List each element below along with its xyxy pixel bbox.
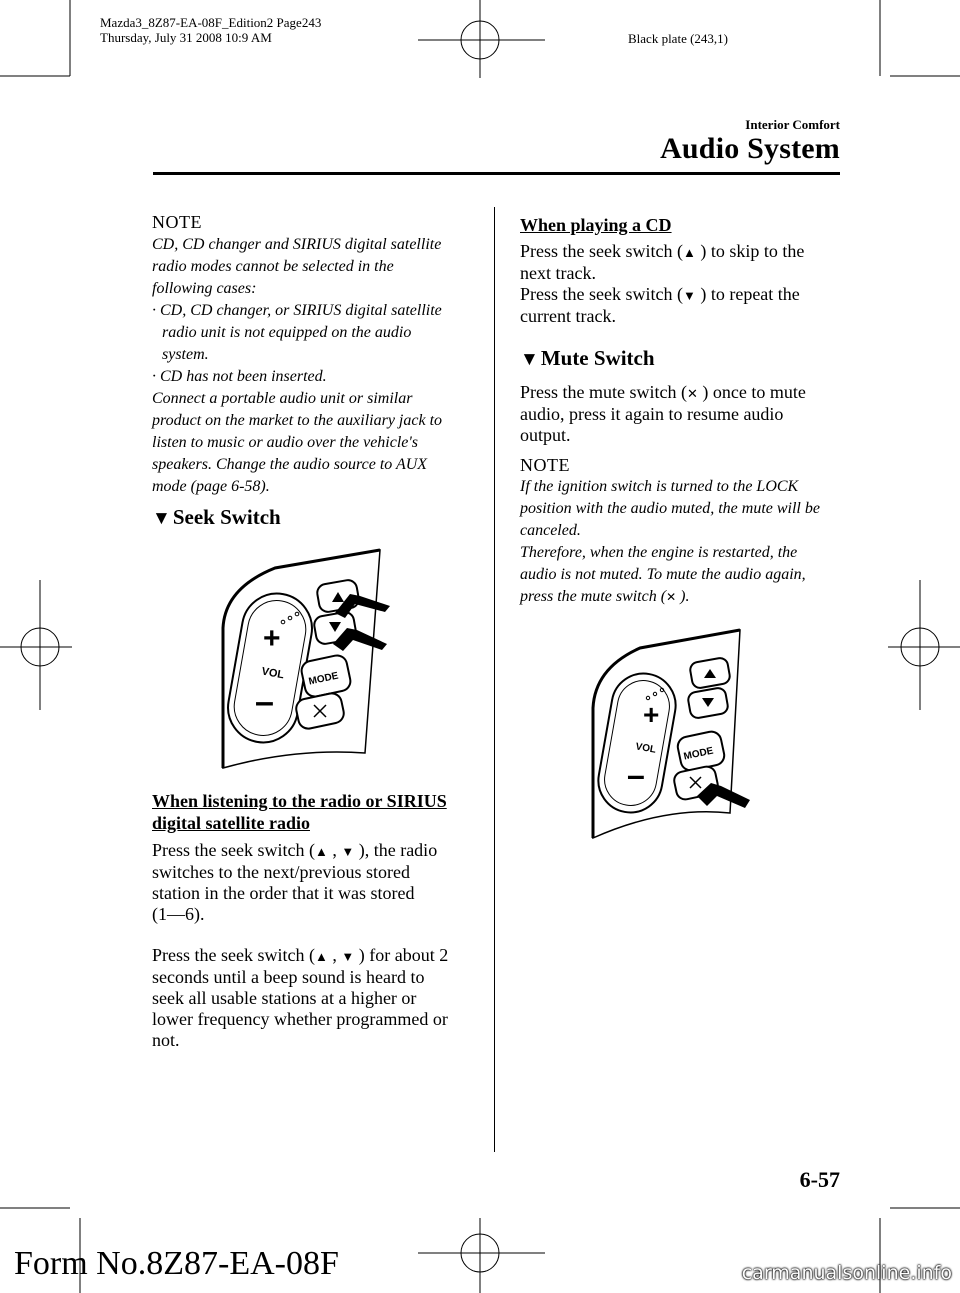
up-arrow-icon: ▲: [314, 949, 328, 964]
body-line: station in the order that it was stored: [152, 883, 415, 903]
note-bullet: · CD, CD changer, or SIRIUS digital satellite: [152, 302, 442, 319]
right-note: [520, 455, 840, 608]
body-text: Press the seek switch (: [152, 945, 315, 965]
note-line: position with the audio muted, the mute will be: [520, 500, 820, 517]
up-arrow-icon: ▲: [314, 844, 328, 859]
radio-subheading: [152, 790, 472, 834]
page-title: Audio System: [660, 132, 840, 165]
note-body: [152, 234, 472, 498]
body-text: ), the radio: [354, 840, 438, 860]
note-label: NOTE: [152, 212, 202, 232]
cd-subheading: When playing a CD: [520, 215, 672, 235]
illustration-vol-label: VOL: [260, 665, 285, 682]
body-text: ) to repeat the: [695, 284, 800, 304]
body-text: ,: [327, 840, 342, 860]
note-line: If the ignition switch is turned to the LOCK: [520, 478, 799, 495]
illustration-minus-label: –: [255, 683, 274, 721]
body-line: not.: [152, 1030, 180, 1050]
note-text: press the mute switch (: [520, 588, 667, 605]
note-line: radio modes cannot be selected in the: [152, 258, 394, 275]
illustration-plus-label: +: [643, 699, 660, 730]
header-rule: [153, 172, 840, 175]
body-line: [152, 840, 472, 862]
note-label: NOTE: [520, 455, 570, 475]
radio-subheading-line2: digital satellite radio: [152, 813, 310, 833]
mute-paragraph: [520, 382, 840, 446]
note-line: CD, CD changer and SIRIUS digital satellite: [152, 236, 442, 253]
note-line: Connect a portable audio unit or similar: [152, 390, 413, 407]
mute-switch-illustration: [585, 628, 750, 843]
mute-switch-heading: [520, 346, 655, 371]
black-plate-label: Black plate (243,1): [628, 31, 728, 46]
body-line: [520, 284, 840, 306]
body-text: Press the seek switch (: [152, 840, 315, 860]
down-arrow-icon: ▼: [341, 949, 355, 964]
down-arrow-icon: ▼: [341, 844, 355, 859]
body-text: ) to skip to the: [695, 241, 805, 261]
column-divider: [494, 207, 495, 1152]
body-text: Press the mute switch (: [520, 382, 687, 402]
note-line: mode (page 6-58).: [152, 478, 270, 495]
mute-icon: ✕: [686, 386, 698, 401]
form-number: Form No.8Z87-EA-08F: [14, 1245, 339, 1282]
note-line: listen to music or audio over the vehicle's: [152, 434, 419, 451]
body-line: output.: [520, 425, 571, 445]
illustration-plus-label: +: [263, 622, 281, 655]
mute-switch-heading-text: Mute Switch: [540, 346, 655, 370]
body-text: Press the seek switch (: [520, 284, 683, 304]
watermark: carmanualsonline.info: [741, 1262, 952, 1284]
header-section-name: Interior Comfort: [745, 117, 840, 132]
illustration-vol-label: VOL: [634, 741, 657, 756]
body-line: lower frequency whether programmed or: [152, 1009, 448, 1029]
body-text: ) once to mute: [697, 382, 806, 402]
body-line: switches to the next/previous stored: [152, 862, 410, 882]
print-meta-line1: Mazda3_8Z87-EA-08F_Edition2 Page243: [100, 15, 322, 30]
note-line: Therefore, when the engine is restarted, the: [520, 544, 798, 561]
seek-switch-illustration: [215, 548, 395, 773]
heading-marker-icon: ▼: [520, 349, 539, 370]
body-line: [520, 241, 840, 263]
seek-switch-heading: [152, 505, 281, 530]
body-line: [520, 382, 840, 404]
illustration-minus-label: –: [627, 757, 645, 793]
print-meta: [100, 15, 321, 45]
body-line: seek all usable stations at a higher or: [152, 988, 417, 1008]
seek-switch-heading-text: Seek Switch: [172, 505, 281, 529]
body-text: Press the seek switch (: [520, 241, 683, 261]
down-arrow-icon: ▼: [682, 288, 696, 303]
note-text: ).: [676, 588, 690, 605]
note-line: following cases:: [152, 280, 257, 297]
note-body: [520, 476, 840, 608]
up-arrow-icon: ▲: [682, 245, 696, 260]
note-line: product on the market to the auxiliary jack to: [152, 412, 443, 429]
body-text: ) for about 2: [354, 945, 449, 965]
body-line: next track.: [520, 263, 596, 283]
radio-subheading-line1: When listening to the radio or SIRIUS: [152, 791, 447, 811]
cd-paragraph: [520, 241, 840, 327]
body-text: ,: [327, 945, 342, 965]
body-line: seconds until a beep sound is heard to: [152, 967, 425, 987]
note-line: [520, 586, 840, 608]
note-bullet: · CD has not been inserted.: [152, 368, 327, 385]
radio-paragraph-2: [152, 945, 472, 1051]
body-line: audio, press it again to resume audio: [520, 404, 784, 424]
body-line: current track.: [520, 306, 616, 326]
radio-paragraph-1: [152, 840, 472, 925]
note-line: canceled.: [520, 522, 581, 539]
left-note: [152, 212, 472, 498]
note-line: audio is not muted. To mute the audio again,: [520, 566, 806, 583]
note-line: radio unit is not equipped on the audio: [162, 324, 412, 341]
body-line: [152, 945, 472, 967]
illustration-mode-label: MODE: [682, 745, 715, 763]
note-line: speakers. Change the audio source to AUX: [152, 456, 428, 473]
print-meta-line2: Thursday, July 31 2008 10:9 AM: [100, 30, 272, 45]
heading-marker-icon: ▼: [152, 508, 171, 529]
mute-icon: ✕: [666, 590, 677, 604]
page-number: 6-57: [799, 1167, 840, 1192]
illustration-mode-label: MODE: [307, 670, 340, 688]
note-line: system.: [162, 346, 209, 363]
body-line: (1―6).: [152, 904, 205, 924]
